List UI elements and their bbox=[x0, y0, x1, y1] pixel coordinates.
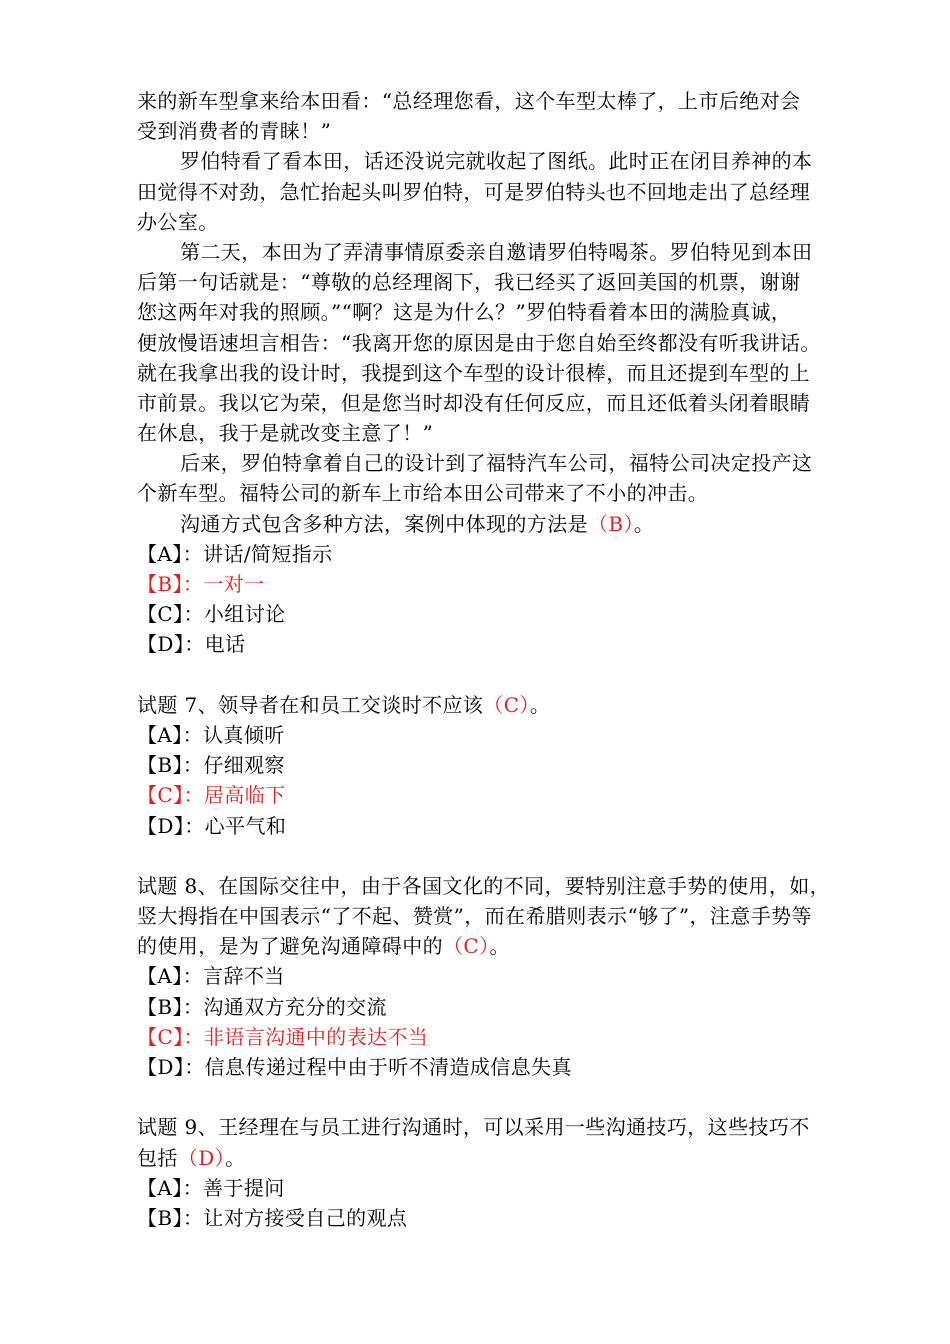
option-label: 【A】： bbox=[137, 964, 204, 989]
spacer bbox=[137, 1082, 927, 1112]
document-page bbox=[137, 86, 927, 1233]
story-line: 办公室。 bbox=[137, 209, 219, 234]
answer-key: （D） bbox=[177, 1145, 226, 1170]
question-stem bbox=[137, 1143, 927, 1173]
option-item bbox=[137, 539, 927, 569]
option-text: 沟通双方充分的交流 bbox=[203, 994, 387, 1019]
option-item bbox=[137, 1022, 927, 1052]
question-7 bbox=[137, 690, 927, 841]
story-line: 第二天，本田为了弄清事情原委亲自邀请罗伯特喝茶。罗伯特见到本田 bbox=[180, 239, 813, 264]
option-list bbox=[137, 1173, 927, 1233]
option-text: 善于提问 bbox=[203, 1175, 285, 1200]
option-label: 【B】： bbox=[137, 1205, 204, 1230]
option-text: 讲话/简短指示 bbox=[203, 541, 333, 566]
answer-key: （C） bbox=[483, 692, 530, 717]
option-label: 【C】： bbox=[137, 783, 204, 808]
story-line: 受到消费者的青睐！” bbox=[137, 119, 332, 144]
option-label: 【D】： bbox=[137, 632, 205, 657]
story-line: 就在我拿出我的设计时，我提到这个车型的设计很棒，而且还提到车型的上 bbox=[137, 360, 811, 385]
option-text: 一对一 bbox=[203, 572, 265, 596]
question-stem-line: 竖大拇指在中国表示“了不起、赞赏”，而在希腊则表示“够了”，注意手势等 bbox=[137, 904, 812, 929]
option-item bbox=[137, 1052, 927, 1082]
option-label: 【D】： bbox=[137, 813, 205, 838]
stem-end: 。 bbox=[489, 934, 510, 959]
option-item bbox=[137, 992, 927, 1022]
option-text: 仔细观察 bbox=[203, 753, 285, 778]
story-line: 罗伯特看了看本田，话还没说完就收起了图纸。此时正在闭目养神的本 bbox=[180, 149, 813, 174]
option-label: 【B】： bbox=[137, 572, 204, 596]
option-item bbox=[137, 811, 927, 841]
spacer bbox=[137, 660, 927, 690]
question-stem bbox=[137, 509, 927, 539]
stem-end: 。 bbox=[225, 1145, 246, 1170]
story-line: 在休息，我于是就改变主意了！” bbox=[137, 421, 434, 446]
story-line: 田觉得不对劲，急忙抬起头叫罗伯特，可是罗伯特头也不回地走出了总经理 bbox=[137, 179, 811, 204]
option-label: 【A】： bbox=[137, 722, 204, 747]
story-line: 后来，罗伯特拿着自己的设计到了福特汽车公司，福特公司决定投产这 bbox=[180, 451, 813, 476]
option-item bbox=[137, 1173, 927, 1203]
option-text: 居高临下 bbox=[203, 783, 286, 808]
answer-key: （C） bbox=[443, 934, 490, 959]
option-item bbox=[137, 961, 927, 991]
question-6 bbox=[137, 509, 927, 660]
option-label: 【C】： bbox=[137, 602, 204, 627]
option-list bbox=[137, 961, 927, 1082]
option-item bbox=[137, 780, 927, 810]
story-line: 来的新车型拿来给本田看：“总经理您看，这个车型太棒了，上市后绝对会 bbox=[137, 89, 801, 113]
story-line: 市前景。我以它为荣，但是您当时却没有任何反应，而且还低着头闭着眼睛 bbox=[137, 390, 811, 415]
option-text: 认真倾听 bbox=[203, 722, 285, 747]
option-item bbox=[137, 569, 927, 599]
option-text: 非语言沟通中的表达不当 bbox=[203, 1024, 429, 1049]
option-text: 小组讨论 bbox=[203, 602, 286, 627]
option-item bbox=[137, 720, 927, 750]
question-stem-line: 试题 8、在国际交往中，由于各国文化的不同，要特别注意手势的使用，如， bbox=[137, 873, 831, 898]
option-label: 【B】： bbox=[137, 994, 204, 1019]
story-line: 个新车型。福特公司的新车上市给本田公司带来了不小的冲击。 bbox=[137, 481, 709, 506]
question-8 bbox=[137, 871, 927, 1082]
stem-text: 沟通方式包含多种方法，案例中体现的方法是 bbox=[180, 511, 588, 536]
option-label: 【A】： bbox=[137, 541, 204, 566]
option-label: 【B】： bbox=[137, 753, 204, 778]
stem-text: 试题 7、领导者在和员工交谈时不应该 bbox=[137, 692, 484, 717]
option-list bbox=[137, 720, 927, 841]
question-stem bbox=[137, 690, 927, 720]
option-text: 心平气和 bbox=[204, 813, 287, 838]
option-label: 【A】： bbox=[137, 1175, 204, 1200]
stem-text: 的使用，是为了避免沟通障碍中的 bbox=[137, 934, 443, 959]
story-line: 后第一句话就是：“尊敬的总经理阁下，我已经买了返回美国的机票，谢谢 bbox=[137, 270, 801, 295]
case-story bbox=[137, 86, 927, 509]
option-item bbox=[137, 1203, 927, 1233]
option-item bbox=[137, 629, 927, 659]
stem-end: 。 bbox=[529, 692, 551, 717]
option-text: 让对方接受自己的观点 bbox=[203, 1205, 408, 1230]
option-text: 言辞不当 bbox=[203, 964, 285, 989]
stem-end: 。 bbox=[633, 511, 655, 536]
option-label: 【D】： bbox=[137, 1055, 205, 1079]
option-label: 【C】： bbox=[137, 1024, 204, 1049]
story-line: 您这两年对我的照顾。”“啊？这是为什么？”罗伯特看着本田的满脸真诚， bbox=[137, 300, 792, 325]
option-item bbox=[137, 599, 927, 629]
option-item bbox=[137, 750, 927, 780]
answer-key: （B） bbox=[588, 511, 634, 536]
question-9 bbox=[137, 1112, 927, 1233]
spacer bbox=[137, 841, 927, 871]
question-stem-line: 试题 9、王经理在与员工进行沟通时，可以采用一些沟通技巧，这些技巧不 bbox=[137, 1115, 810, 1140]
option-list bbox=[137, 539, 927, 660]
story-line: 便放慢语速坦言相告：“我离开您的原因是由于您自始至终都没有听我讲话。 bbox=[137, 330, 821, 355]
option-text: 电话 bbox=[204, 632, 246, 657]
question-stem bbox=[137, 931, 927, 961]
stem-text: 包括 bbox=[137, 1145, 178, 1170]
option-text: 信息传递过程中由于听不清造成信息失真 bbox=[204, 1055, 572, 1079]
